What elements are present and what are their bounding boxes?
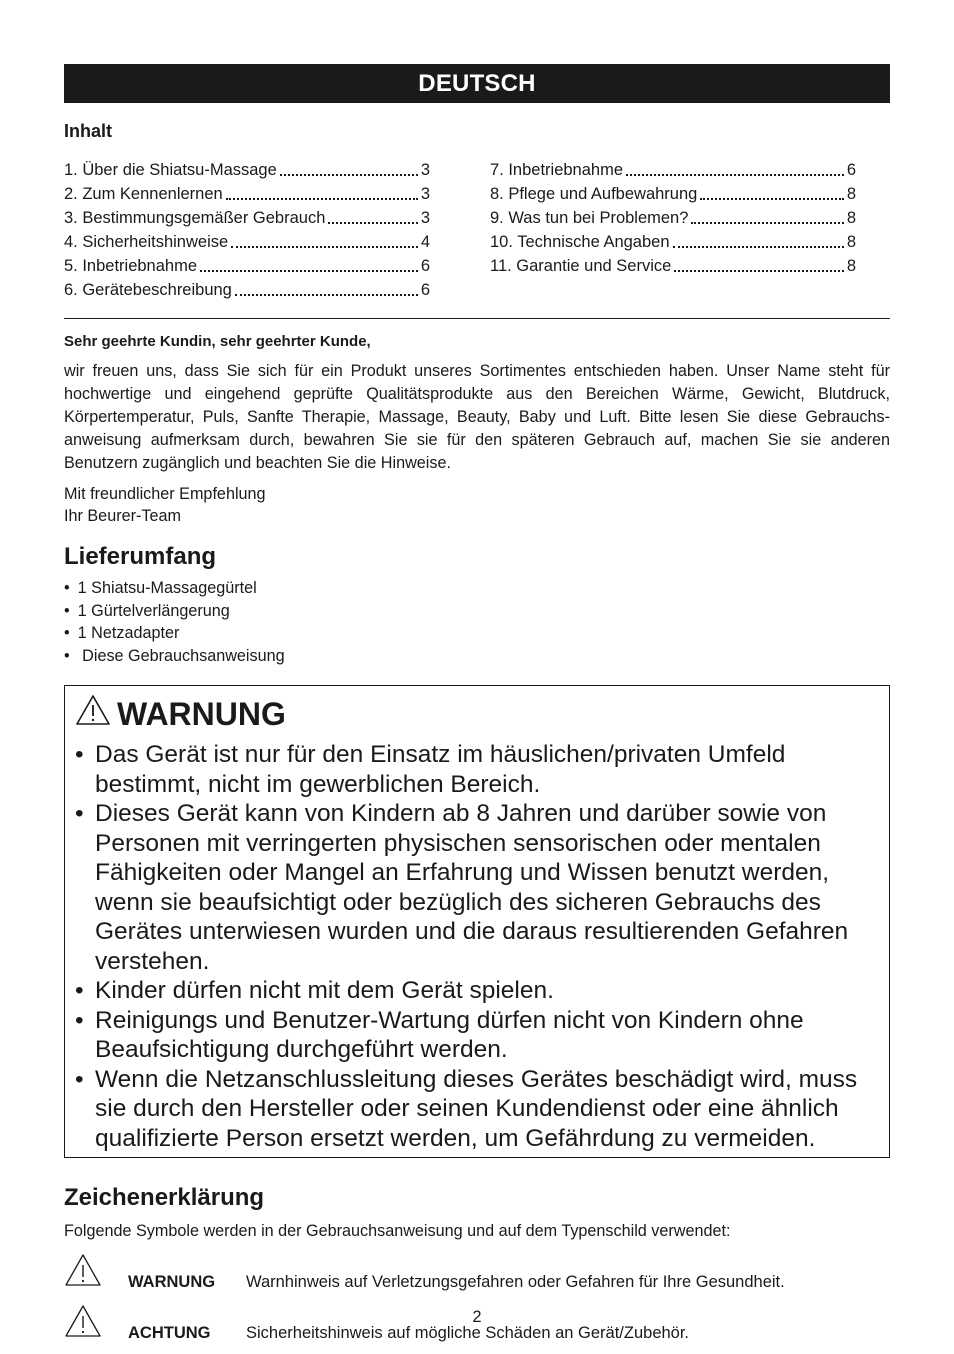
toc-item[interactable] [490, 158, 856, 182]
toc-item[interactable] [490, 182, 856, 206]
signature-line: Ihr Beurer-Team [64, 507, 181, 525]
toc-item-page: 3 [420, 185, 430, 203]
symbol-name: WARNUNG [128, 1273, 216, 1291]
warning-item: • Reinigungs und Benutzer-Wartung dürfen nicht von Kindern ohne Beaufsichtigung durchgeführt werden. [75, 1006, 879, 1065]
toc-item-label: 4. Sicherheitshinweise [64, 233, 229, 251]
section-heading-zeichenerklaerung: Zeichenerklärung [64, 1184, 265, 1211]
toc-leader [328, 222, 417, 224]
toc-item[interactable] [490, 230, 856, 254]
toc-item-label: 9. Was tun bei Problemen? [490, 209, 689, 227]
toc-item-page: 4 [420, 233, 430, 251]
list-item: • 1 Gürtelverlängerung [64, 600, 890, 623]
toc-leader [691, 222, 843, 224]
toc-leader [673, 246, 844, 248]
page-content [64, 64, 890, 1343]
toc-item-label: 11. Garantie und Service [490, 257, 672, 275]
toc-leader [200, 270, 418, 272]
toc-item-page: 3 [420, 161, 430, 179]
closing-line: Mit freundlicher Empfehlung [64, 485, 266, 503]
toc-leader [231, 246, 418, 248]
table-of-contents [64, 158, 890, 302]
language-header: DEUTSCH [64, 64, 890, 103]
salutation: Sehr geehrte Kundin, sehr geehrter Kunde, [64, 333, 371, 350]
toc-item-label: 2. Zum Kennenlernen [64, 185, 223, 203]
toc-item[interactable] [64, 182, 430, 206]
warning-title: WARNUNG [117, 695, 286, 732]
warning-triangle-icon [75, 694, 117, 734]
warning-list [75, 740, 879, 1153]
toc-right-column [490, 158, 856, 302]
list-item: • 1 Netzadapter [64, 622, 890, 645]
toc-item-label: 8. Pflege und Aufbewahrung [490, 185, 698, 203]
toc-item-page: 8 [846, 233, 856, 251]
section-heading-lieferumfang: Lieferumfang [64, 543, 217, 570]
toc-item[interactable] [490, 254, 856, 278]
section-divider [64, 318, 890, 319]
toc-leader [226, 198, 418, 200]
list-item: • 1 Shiatsu-Massagegürtel [64, 577, 890, 600]
toc-item[interactable] [64, 230, 430, 254]
warning-triangle-icon [64, 1253, 128, 1292]
symbol-row [64, 1253, 890, 1292]
warning-item: • Das Gerät ist nur für den Einsatz im häuslichen/privaten Umfeld bestimmt, nicht im gewerblichen Bereich. [75, 740, 879, 799]
symbol-description: Warnhinweis auf Verletzungsgefahren oder Gefahren für Ihre Gesundheit. [246, 1273, 785, 1291]
toc-item-label: 7. Inbetriebnahme [490, 161, 624, 179]
warning-item: • Wenn die Netzanschlussleitung dieses Gerätes beschädigt wird, muss sie durch den Hersteller oder seinen Kundendienst oder eine ähnlich qualifizierte Person ersetzt werden, um Gefährdung zu vermeiden. [75, 1065, 879, 1154]
delivery-list [64, 577, 890, 667]
toc-item-page: 8 [846, 209, 856, 227]
toc-leader [700, 198, 843, 200]
warning-heading [75, 694, 879, 734]
toc-item-label: 5. Inbetriebnahme [64, 257, 198, 275]
toc-item[interactable] [64, 206, 430, 230]
page-number: 2 [472, 1308, 482, 1326]
toc-item[interactable] [64, 254, 430, 278]
toc-item-label: 3. Bestimmungsgemäßer Gebrauch [64, 209, 326, 227]
toc-item[interactable] [64, 158, 430, 182]
list-item: • Diese Gebrauchsanweisung [64, 645, 890, 668]
toc-leader [674, 270, 844, 272]
toc-item-page: 6 [846, 161, 856, 179]
toc-item-page: 8 [846, 185, 856, 203]
toc-leader [280, 174, 418, 176]
closing [64, 483, 890, 527]
warning-box [64, 685, 890, 1158]
toc-item-page: 6 [420, 281, 430, 299]
warning-item: • Dieses Gerät kann von Kindern ab 8 Jahren und darüber sowie von Personen mit verringerten physischen sensorischen oder mentalen Fähigkeiten oder Mangel an Erfahrung und Wissen benutzt werden, wenn sie beaufsichtigt oder bezüglich des sicheren Gebrauchs des Gerätes unterwiesen wurden und die daraus resultierenden Gefahren verstehen. [75, 799, 879, 976]
intro-paragraph: wir freuen uns, dass Sie sich für ein Produkt unseres Sortimentes entschieden haben. Unser Name steht für hochwertige und eingehend geprüfte Qualitätsprodukte aus den Bereichen Wärme, Gewicht, Blutdruck, Körpertemperatur, Puls, Sanfte Therapie, Massage, Beauty, Baby und Luft. Bitte lesen Sie diese Gebrauchsanweisung aufmerksam durch, bewahren Sie sie für den späteren Gebrauch auf, machen Sie sie anderen Benutzern zugänglich und beachten Sie die Hinweise. [64, 362, 890, 472]
toc-item-label: 10. Technische Angaben [490, 233, 670, 251]
warning-item: • Kinder dürfen nicht mit dem Gerät spielen. [75, 976, 879, 1006]
symbol-name: ACHTUNG [128, 1324, 211, 1342]
toc-item-label: 1. Über die Shiatsu-Massage [64, 161, 277, 179]
toc-item-page: 8 [846, 257, 856, 275]
toc-item[interactable] [490, 206, 856, 230]
toc-item[interactable] [64, 278, 430, 302]
toc-leader [626, 174, 844, 176]
toc-left-column [64, 158, 430, 302]
toc-item-label: 6. Gerätebeschreibung [64, 281, 232, 299]
toc-title: Inhalt [64, 121, 112, 141]
toc-item-page: 6 [420, 257, 430, 275]
toc-item-page: 3 [420, 209, 430, 227]
toc-leader [235, 294, 418, 296]
symbol-description: Sicherheitshinweis auf mögliche Schäden an Gerät/Zubehör. [246, 1324, 690, 1342]
symbols-intro: Folgende Symbole werden in der Gebrauchsanweisung und auf dem Typenschild verwendet: [64, 1222, 731, 1240]
